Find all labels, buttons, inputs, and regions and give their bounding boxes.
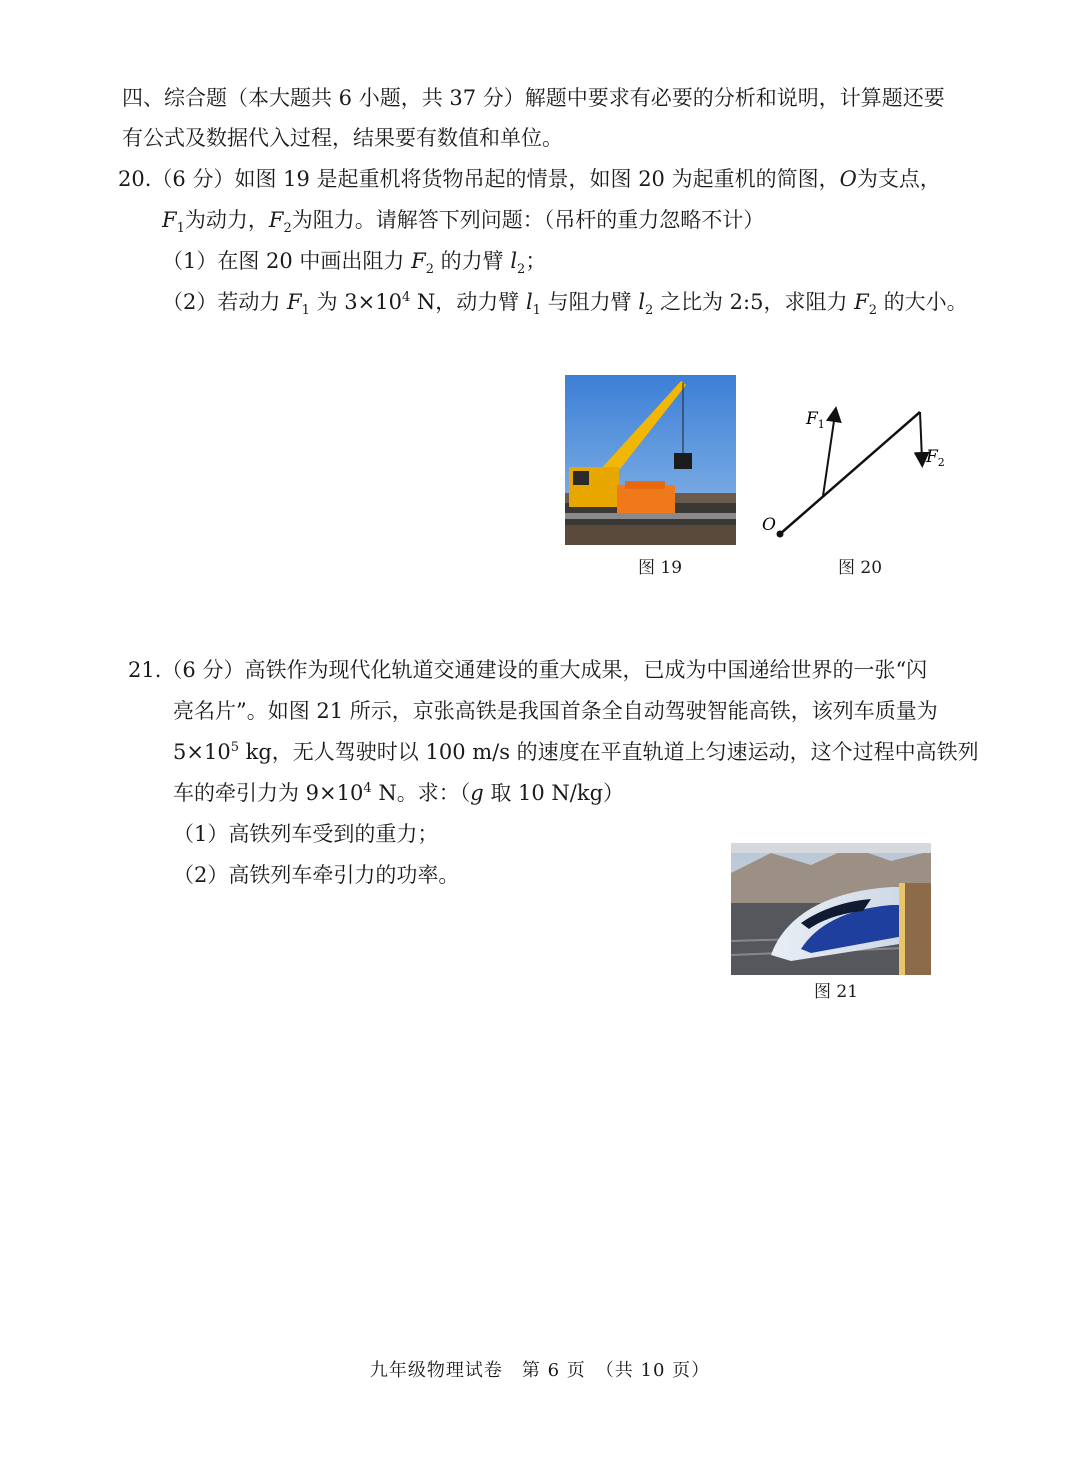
q21-stem-text-4c: 取 10 N/kg） xyxy=(483,781,625,805)
q21-part1-text: （1）高铁列车受到的重力； xyxy=(173,822,439,846)
label-F1: $F_1$ xyxy=(806,409,825,431)
q20-part2-l2-sub: 2 xyxy=(645,303,654,319)
q20-part2-l1-symbol: l xyxy=(525,290,533,314)
q20-part2-l2-symbol: l xyxy=(638,290,646,314)
q20-part2-text-a: （2）若动力 xyxy=(162,290,288,314)
q21-stem-text-1: 高铁作为现代化轨道交通建设的重大成果，已成为中国递给世界的一张“闪 xyxy=(244,658,928,682)
q20-F2-symbol: F xyxy=(268,208,284,232)
q20-part2-text-c: N，动力臂 xyxy=(410,290,526,314)
q21-stem-line3 xyxy=(173,738,979,766)
q20-pivot-symbol: O xyxy=(839,167,857,191)
q20-part2-exp: 4 xyxy=(401,290,411,305)
q20-part1-F2-symbol: F xyxy=(411,249,426,273)
q20-score: （6 分） xyxy=(151,167,235,191)
q20-stem-text-2a: 为动力， xyxy=(184,208,269,232)
q20-part2 xyxy=(162,288,968,319)
q20-part2-F2-symbol: F xyxy=(854,290,869,314)
section-heading-line2 xyxy=(122,124,563,152)
q21-stem-text-2: 亮名片”。如图 21 所示，京张高铁是我国首条全自动驾驶智能高铁，该列车质量为 xyxy=(173,699,938,723)
q21-number: 21. xyxy=(128,658,162,682)
figure-19-crane-photo xyxy=(565,375,736,545)
pivot-O-point xyxy=(777,531,784,538)
q20-stem-text-1-end: 为支点， xyxy=(856,167,941,191)
lever-cable xyxy=(920,412,922,460)
q20-part1 xyxy=(162,247,547,278)
q21-stem-text-4a: 车的牵引力为 9×10 xyxy=(173,781,364,805)
q21-stem-line2 xyxy=(173,697,938,725)
q20-F1-symbol: F xyxy=(162,208,177,232)
train-illustration xyxy=(731,843,931,975)
q20-part2-l1-sub: 1 xyxy=(532,303,541,319)
q21-g-symbol: g xyxy=(470,781,484,805)
q20-stem-text-2b: 为阻力。请解答下列问题：（吊杆的重力忽略不计） xyxy=(291,208,765,232)
crane-illustration xyxy=(565,375,736,545)
section-heading-line1 xyxy=(122,84,945,112)
q20-stem-line2 xyxy=(162,206,765,237)
figure-21-train-photo xyxy=(731,843,931,975)
q21-score: （6 分） xyxy=(161,658,245,682)
figure-20-caption: 图 20 xyxy=(838,558,883,578)
label-F2: $F_2$ xyxy=(926,447,945,469)
q20-part2-F1-sub: 1 xyxy=(301,303,310,319)
q21-part1 xyxy=(173,820,438,848)
q21-part2 xyxy=(173,861,459,889)
lever-boom xyxy=(780,412,920,534)
figure-21-caption: 图 21 xyxy=(814,982,859,1002)
q20-number: 20. xyxy=(118,167,152,191)
force-F1-arrow xyxy=(823,414,835,496)
q21-part2-text: （2）高铁列车牵引力的功率。 xyxy=(173,863,460,887)
q20-part2-text-d: 与阻力臂 xyxy=(540,290,639,314)
q20-part2-text-b: 为 3×10 xyxy=(309,290,402,314)
q21-stem-exp-3: 5 xyxy=(230,740,239,755)
q20-part1-end: ； xyxy=(525,249,547,273)
section-heading-text-1: 四、综合题（本大题共 6 小题，共 37 分）解题中要求有必要的分析和说明，计算题还要 xyxy=(122,86,945,110)
q20-stem-text-1: 如图 19 是起重机将货物吊起的情景，如图 20 为起重机的简图， xyxy=(234,167,840,191)
q21-stem-line1 xyxy=(128,656,927,684)
q21-stem-text-3b: kg，无人驾驶时以 100 m/s 的速度在平直轨道上匀速运动，这个过程中高铁列 xyxy=(238,740,979,764)
label-O: O xyxy=(762,515,776,535)
q20-F1-sub: 1 xyxy=(176,221,185,237)
q21-stem-text-3a: 5×10 xyxy=(173,740,231,764)
page-footer: 九年级物理试卷 第 6 页 （共 10 页） xyxy=(369,1360,711,1381)
q20-stem-line1 xyxy=(118,165,941,193)
q20-part1-l2-sub: 2 xyxy=(517,262,526,278)
q20-part2-F2-sub: 2 xyxy=(868,303,877,319)
q20-part2-F1-symbol: F xyxy=(287,290,302,314)
q20-part2-text-e: 之比为 2:5，求阻力 xyxy=(653,290,855,314)
q20-part1-l2-symbol: l xyxy=(510,249,518,273)
figure-19-caption: 图 19 xyxy=(638,558,683,578)
section-heading-text-2: 有公式及数据代入过程，结果要有数值和单位。 xyxy=(122,126,563,150)
q20-part1-text-b: 的力臂 xyxy=(433,249,511,273)
q21-stem-exp-4: 4 xyxy=(363,781,372,796)
figure-20-diagram xyxy=(760,400,960,550)
q20-part2-text-f: 的大小。 xyxy=(877,290,968,314)
q21-stem-text-4b: N。求：（ xyxy=(371,781,471,805)
q20-part1-F2-sub: 2 xyxy=(425,262,434,278)
q20-F2-sub: 2 xyxy=(283,221,292,237)
q21-stem-line4 xyxy=(173,779,624,807)
q20-part1-text-a: （1）在图 20 中画出阻力 xyxy=(162,249,412,273)
